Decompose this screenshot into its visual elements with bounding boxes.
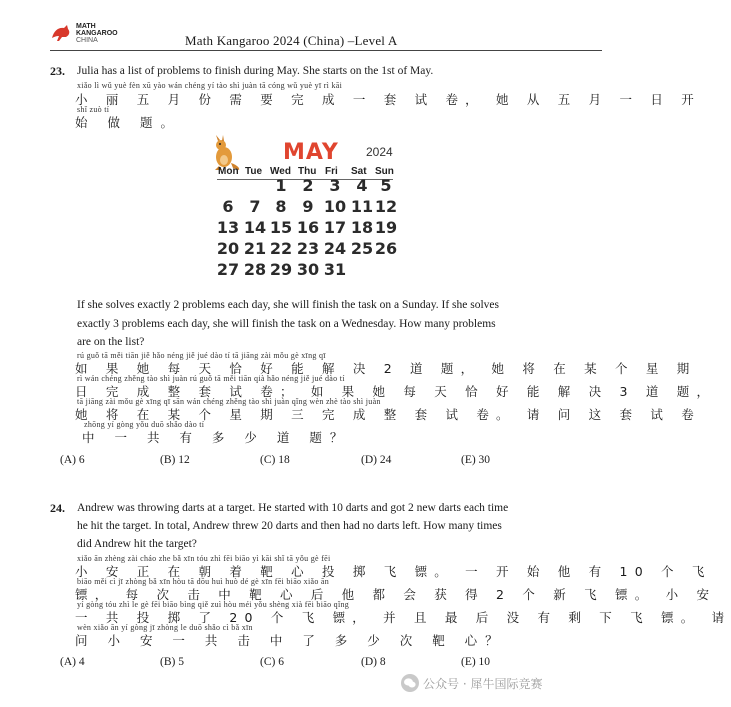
q24-chinese-line-2: 镖， 每 次 击 中 靶 心 后 他 都 会 获 得 2 个 新 飞 镖。 小 安 [75, 587, 717, 602]
calendar-day: 12 [374, 197, 398, 216]
q23-pinyin-line-6: zhōng yí gòng yǒu duō shǎo dào tí [84, 420, 205, 429]
weekday-sat: Sat [351, 166, 367, 177]
q23-option-b: (B) 12 [160, 454, 190, 466]
calendar-day: 9 [302, 197, 314, 216]
q23-chinese-line-5: 她 将 在 某 个 星 期 三 完 成 整 套 试 卷。 请 问 这 套 试 卷 [75, 407, 701, 422]
q24-english-line-3: did Andrew hit the target? [77, 538, 197, 550]
q23-chinese-line-2: 始 做 题。 [75, 115, 181, 130]
calendar-day: 30 [296, 260, 320, 279]
calendar-day: 10 [323, 197, 347, 216]
logo-text [76, 23, 118, 44]
kangaroo-logo-icon [50, 24, 72, 42]
calendar-day: 21 [243, 239, 267, 258]
calendar-day: 18 [350, 218, 374, 237]
calendar-day: 31 [323, 260, 347, 279]
q24-pinyin-line-4: wèn xiǎo ān yí gòng jī zhòng le duō shǎo cì bǎ xīn [77, 623, 253, 632]
calendar-month: MAY [283, 140, 339, 165]
calendar-day: 7 [249, 197, 261, 216]
q23-option-e: (E) 30 [461, 454, 491, 466]
q23-option-c: (C) 18 [260, 454, 290, 466]
calendar-day: 24 [323, 239, 347, 258]
calendar-day: 19 [374, 218, 398, 237]
q24-chinese-line-1: 小 安 正 在 朝 着 靶 心 投 掷 飞 镖。 一 开 始 他 有 10 个 飞 [75, 564, 712, 579]
logo-line-2: KANGAROO [76, 30, 118, 37]
q24-option-a: (A) 4 [60, 656, 85, 668]
calendar-day: 14 [243, 218, 267, 237]
calendar-day: 16 [296, 218, 320, 237]
q23-chinese-line-1: 小 丽 五 月 份 需 要 完 成 一 套 试 卷， 她 从 五 月 一 日 开 [75, 92, 701, 107]
calendar-day: 6 [222, 197, 234, 216]
logo-line-3: CHINA [76, 37, 98, 44]
q24-option-d: (D) 8 [361, 656, 386, 668]
header-divider [50, 50, 602, 51]
q23-option-d: (D) 24 [361, 454, 392, 466]
q24-english-line-1: Andrew was throwing darts at a target. He started with 10 darts and got 2 new darts each time [77, 502, 509, 514]
calendar-day: 8 [275, 197, 287, 216]
calendar-grid [215, 176, 400, 281]
question-24-number: 24. [50, 501, 65, 515]
weekday-sun: Sun [375, 166, 394, 177]
calendar-day: 4 [356, 176, 368, 195]
q24-option-c: (C) 6 [260, 656, 284, 668]
weekday-wed: Wed [270, 166, 291, 177]
q23-pinyin-line-2: shǐ zuò tí [77, 105, 110, 114]
watermark-text: 公众号 · 犀牛国际竞赛 [423, 677, 543, 691]
calendar-day: 25 [350, 239, 374, 258]
calendar-day: 22 [269, 239, 293, 258]
q23-pinyin-line-3: rú guǒ tā měi tiān jiě hǎo néng jiě jué dào tí tā jiāng zài mǒu gè xīng qī [77, 351, 326, 360]
calendar-day: 28 [243, 260, 267, 279]
calendar-day: 15 [269, 218, 293, 237]
calendar-day: 17 [323, 218, 347, 237]
calendar-day: 26 [374, 239, 398, 258]
q23-chinese-line-4: 日 完 成 整 套 试 卷； 如 果 她 每 天 恰 好 能 解 决 3 道 题， [75, 384, 717, 399]
weekday-thu: Thu [298, 166, 317, 177]
wechat-icon [401, 674, 419, 692]
logo-line-1: MATH [76, 23, 96, 30]
calendar-day: 11 [350, 197, 374, 216]
q24-pinyin-line-1: xiǎo ān zhèng zài cháo zhe bǎ xīn tóu zhì fēi biāo yì kāi shǐ tā yǒu gè fēi [77, 554, 331, 563]
q24-chinese-line-4: 问 小 安 一 共 击 中 了 多 少 次 靶 心？ [75, 633, 506, 648]
q23-english-line-3: exactly 3 problems each day, she will finish the task on a Wednesday. How many problems [77, 318, 496, 330]
calendar-day: 3 [329, 176, 341, 195]
calendar-day: 1 [275, 176, 287, 195]
q24-chinese-line-3: 一 共 投 掷 了 20 个 飞 镖， 并 且 最 后 没 有 剩 下 飞 镖。 请 [75, 610, 731, 625]
q23-option-a: (A) 6 [60, 454, 85, 466]
q23-pinyin-line-4: rì wán chéng zhěng tào shì juàn rú guǒ tā měi tiān qià hǎo néng jiě jué dào tí [77, 374, 345, 383]
calendar-day: 13 [216, 218, 240, 237]
q24-english-line-2: he hit the target. In total, Andrew threw 20 darts and then had no darts left. How many times [77, 520, 502, 532]
q23-pinyin-line-1: xiǎo lì wǔ yuè fèn xū yào wán chéng yí tào shì juàn tā cóng wǔ yuè yī rì kāi [77, 81, 343, 90]
q24-option-b: (B) 5 [160, 656, 184, 668]
calendar-day: 27 [216, 260, 240, 279]
weekday-fri: Fri [325, 166, 338, 177]
calendar-year: 2024 [366, 145, 393, 159]
calendar-day: 23 [296, 239, 320, 258]
calendar-day: 2 [302, 176, 314, 195]
calendar-day: 5 [380, 176, 392, 195]
q23-chinese-line-6: 中 一 共 有 多 少 道 题？ [82, 430, 351, 445]
q24-pinyin-line-3: yí gòng tóu zhì le gè fēi biāo bìng qiě zuì hòu méi yǒu shèng xià fēi biāo qǐng [77, 600, 350, 609]
q24-pinyin-line-2: biāo měi cì jī zhòng bǎ xīn hòu tā dōu huì huò dé gè xīn fēi biāo xiǎo ān [77, 577, 330, 586]
calendar-day: 20 [216, 239, 240, 258]
calendar-day: 29 [269, 260, 293, 279]
weekday-mon: Mon [218, 166, 239, 177]
q23-english-line-1: Julia has a list of problems to finish during May. She starts on the 1st of May. [77, 65, 434, 77]
weekday-tue: Tue [245, 166, 263, 177]
question-23-number: 23. [50, 64, 65, 78]
q23-english-line-4: are on the list? [77, 336, 145, 348]
q23-chinese-line-3: 如 果 她 每 天 恰 好 能 解 决 2 道 题， 她 将 在 某 个 星 期 [75, 361, 697, 376]
page-title: Math Kangaroo 2024 (China) –Level A [185, 33, 398, 48]
q24-option-e: (E) 10 [461, 656, 491, 668]
q23-pinyin-line-5: tā jiāng zài mǒu gè xīng qī sān wán chéng zhěng tào shì juàn qǐng wèn zhè tào shì juàn [77, 397, 381, 406]
q23-english-line-2: If she solves exactly 2 problems each day, she will finish the task on a Sunday. If she solves [77, 299, 499, 311]
